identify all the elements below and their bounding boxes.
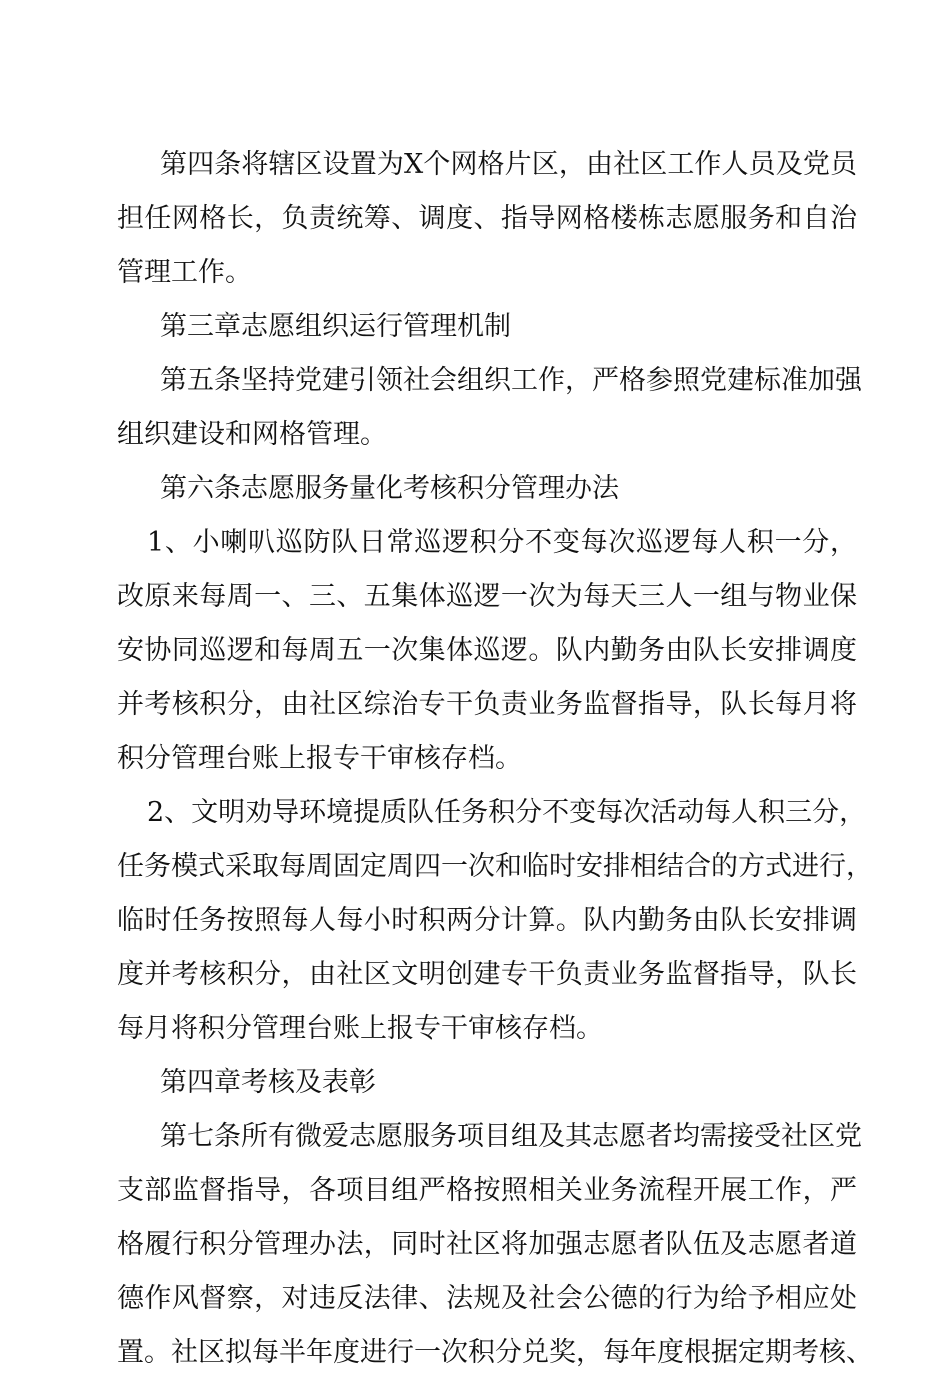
- paragraph-article-4-line-3: 管理工作。: [117, 257, 252, 288]
- item-1-line-4: 并考核积分，由社区综治专干负责业务监督指导，队长每月将: [117, 689, 857, 720]
- item-2-line-3: 临时任务按照每人每小时积两分计算。队内勤务由队长安排调: [117, 905, 857, 936]
- document-body: [117, 138, 873, 1380]
- chapter-3-heading: 第三章志愿组织运行管理机制: [160, 311, 511, 342]
- paragraph-article-4-line-2: 担任网格长，负责统筹、调度、指导网格楼栋志愿服务和自治: [117, 203, 857, 234]
- item-1-line-5: 积分管理台账上报专干审核存档。: [117, 743, 522, 774]
- paragraph-article-7-line-2: 支部监督指导，各项目组严格按照相关业务流程开展工作，严: [117, 1175, 857, 1206]
- item-1-line-1: 1、小喇叭巡防队日常巡逻积分不变每次巡逻每人积一分，: [147, 527, 857, 558]
- article-6-heading: 第六条志愿服务量化考核积分管理办法: [160, 473, 619, 504]
- paragraph-article-5-line-2: 组织建设和网格管理。: [117, 419, 387, 450]
- item-2-line-1: 2、文明劝导环境提质队任务积分不变每次活动每人积三分，: [147, 797, 867, 828]
- item-2-line-2: 任务模式采取每周固定周四一次和临时安排相结合的方式进行，: [117, 851, 873, 882]
- item-1-line-3: 安协同巡逻和每周五一次集体巡逻。队内勤务由队长安排调度: [117, 635, 857, 666]
- paragraph-article-7-line-4: 德作风督察，对违反法律、法规及社会公德的行为给予相应处: [117, 1283, 857, 1314]
- item-1-line-2: 改原来每周一、三、五集体巡逻一次为每天三人一组与物业保: [117, 581, 857, 612]
- paragraph-article-7-line-1: 第七条所有微爱志愿服务项目组及其志愿者均需接受社区党: [160, 1121, 862, 1152]
- paragraph-article-5-line-1: 第五条坚持党建引领社会组织工作，严格参照党建标准加强: [160, 365, 862, 396]
- paragraph-article-4-line-1: 第四条将辖区设置为X个网格片区，由社区工作人员及党员: [160, 149, 857, 180]
- item-2-line-5: 每月将积分管理台账上报专干审核存档。: [117, 1013, 603, 1044]
- paragraph-article-7-line-5: 置。社区拟每半年度进行一次积分兑奖，每年度根据定期考核、: [117, 1337, 873, 1368]
- item-2-line-4: 度并考核积分，由社区文明创建专干负责业务监督指导，队长: [117, 959, 857, 990]
- chapter-4-heading: 第四章考核及表彰: [160, 1067, 376, 1098]
- paragraph-article-7-line-3: 格履行积分管理办法，同时社区将加强志愿者队伍及志愿者道: [117, 1229, 857, 1260]
